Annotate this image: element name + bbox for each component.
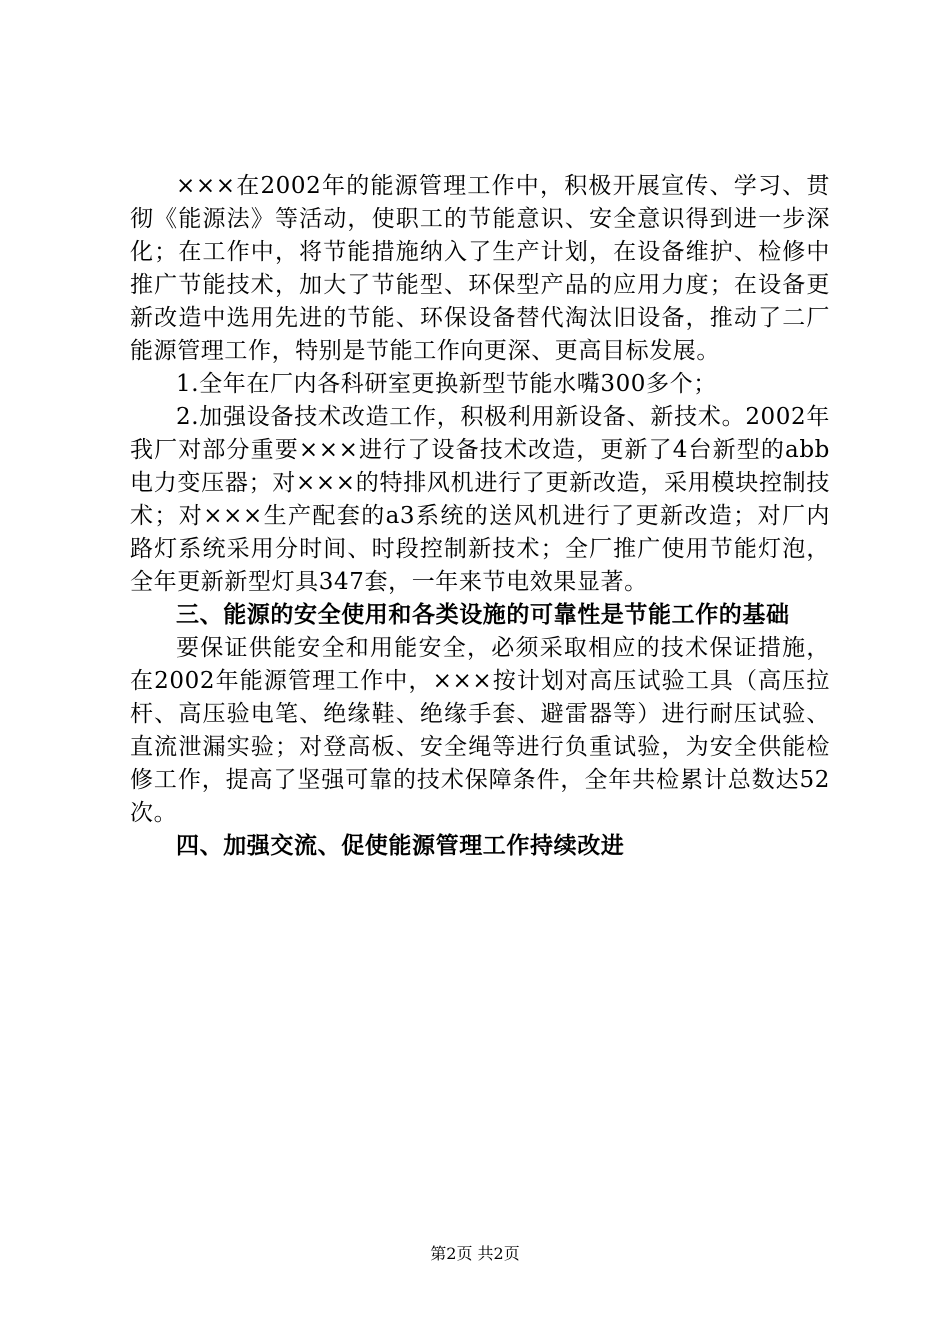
section-heading-4: 四、加强交流、促使能源管理工作持续改进 <box>176 833 625 859</box>
paragraph-energy-management-summary: ×××在2002年的能源管理工作中，积极开展宣传、学习、贯彻《能源法》等活动，使职工的节能意识、安全意识得到进一步深化；在工作中，将节能措施纳入了生产计划，在设备维护、检修中推广节能技术，加大了节能型、环保型产品的应用力度；在设备更新改造中选用先进的节能、环保设备替代淘汰旧设备，推动了二厂能源管理工作，特别是节能工作向更深、更高目标发展。 <box>130 173 830 364</box>
paragraph-item-2-equipment-upgrade: 2.加强设备技术改造工作，积极利用新设备、新技术。2002年我厂对部分重要×××进行了设备技术改造，更新了4台新型的abb电力变压器；对×××的特排风机进行了更新改造，采用模块控制技术；对×××生产配套的a3系统的送风机进行了更新改造；对厂内路灯系统采用分时间、时段控制新技术；全厂推广使用节能灯泡，全年更新新型灯具347套，一年来节电效果显著。 <box>130 404 830 595</box>
document-body <box>130 170 830 863</box>
section-heading-3: 三、能源的安全使用和各类设施的可靠性是节能工作的基础 <box>176 602 790 628</box>
page-number-footer: 第2页 共2页 <box>430 1244 520 1263</box>
paragraph-item-1-water-taps: 1.全年在厂内各科研室更换新型节能水嘴300多个； <box>176 371 717 397</box>
paragraph-safety-measures: 要保证供能安全和用能安全，必须采取相应的技术保证措施，在2002年能源管理工作中，×××按计划对高压试验工具（高压拉杆、高压验电笔、绝缘鞋、绝缘手套、避雷器等）进行耐压试验、直流泄漏实验；对登高板、安全绳等进行负重试验，为安全供能检修工作，提高了坚强可靠的技术保障条件，全年共检累计总数达52次。 <box>130 635 830 826</box>
